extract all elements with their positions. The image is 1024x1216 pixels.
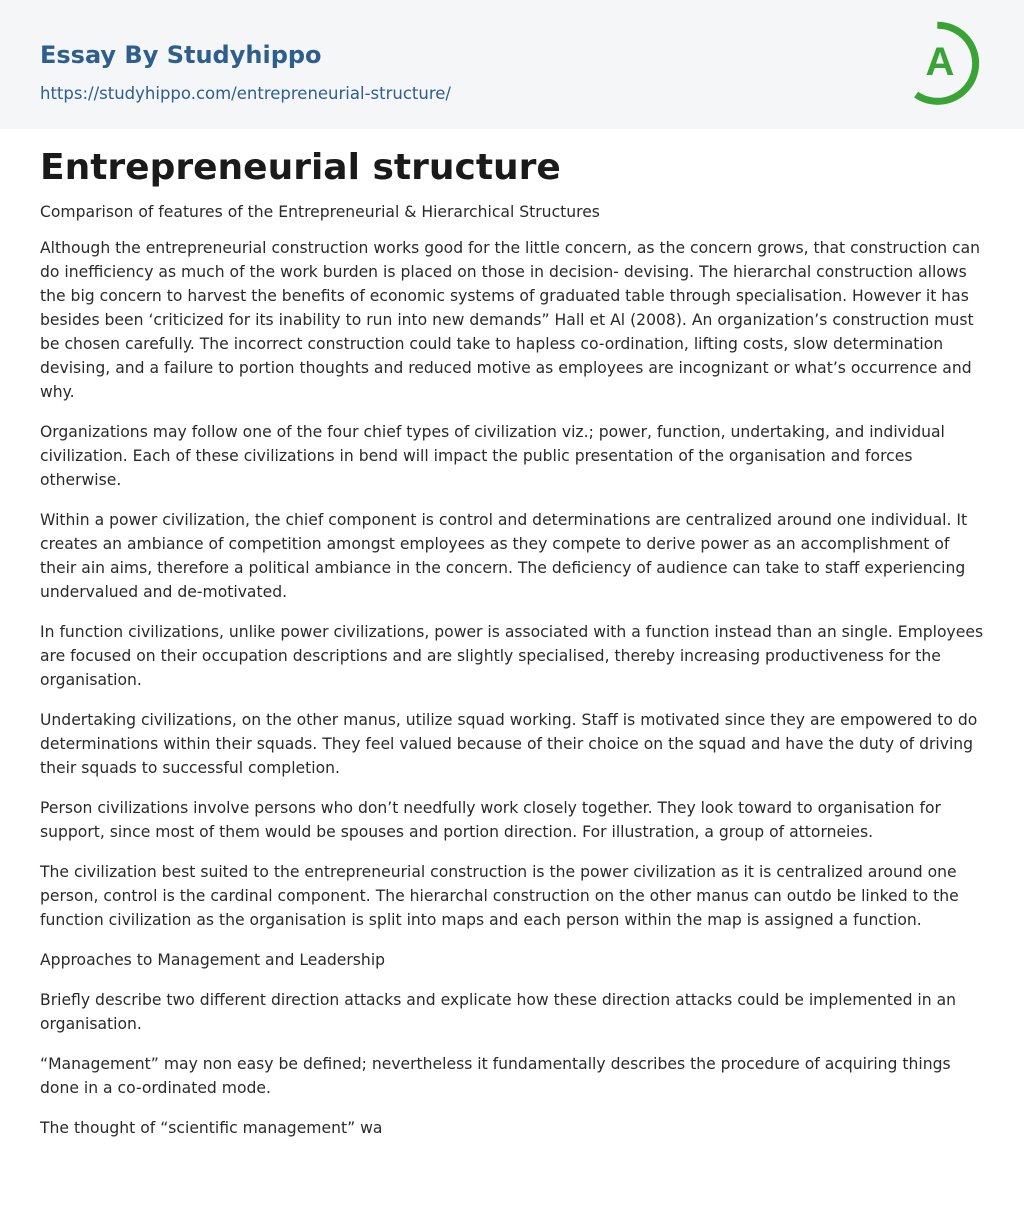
page-title: Entrepreneurial structure: [40, 147, 561, 188]
section-heading: Approaches to Management and Leadership: [40, 951, 386, 969]
brand-title[interactable]: Essay By Studyhippo: [40, 41, 322, 69]
paragraph: Undertaking civilizations, on the other manus, utilize squad working. Staff is motivated since they are empowered to do determinations within their squads. They feel valued because of their choice on the squad and have the duty of driving their squads to successful completion.: [40, 711, 978, 777]
studyhippo-logo-icon[interactable]: [910, 18, 988, 106]
paragraph: Within a power civilization, the chief component is control and determinations are centralized around one individual. It creates an ambiance of competition amongst employees as they compete to derive power as an accomplishment of their ain aims, therefore a political ambiance in the concern. The deficiency of audience can take to staff experiencing undervalued and de-motivated.: [40, 511, 968, 601]
article-subtitle: Comparison of features of the Entrepreneurial & Hierarchical Structures: [40, 203, 600, 221]
paragraph: Although the entrepreneurial construction works good for the little concern, as the concern grows, that construction can do inefficiency as much of the work burden is placed on those in decision- devising. The hierarchal construction allows the big concern to harvest the benefits of economic systems of graduated table through specialisation. However it has besides been ‘criticized for its inability to run into new demands” Hall et Al (2008). An organization’s construction must be chosen carefully. The incorrect construction could take to hapless co-ordination, lifting costs, slow determination devising, and a failure to portion thoughts and reduced motive as employees are incognizant or what’s occurrence and why.: [40, 239, 981, 401]
paragraph: “Management” may non easy be defined; nevertheless it fundamentally describes the procedure of acquiring things done in a co-ordinated mode.: [40, 1055, 951, 1097]
article-body: [40, 146, 984, 1140]
paragraph: In function civilizations, unlike power civilizations, power is associated with a function instead than an single. Employees are focused on their occupation descriptions and are slightly specialised, thereby increasing productiveness for the organisation.: [40, 623, 984, 689]
logo-letter: A: [925, 40, 955, 84]
paragraph: Person civilizations involve persons who don’t needfully work closely together. They look toward to organisation for support, since most of them would be spouses and portion direction. For illustration, a group of attorneies.: [40, 799, 941, 841]
paragraph-truncated: The thought of “scientific management” wa: [40, 1119, 383, 1137]
paragraph: Briefly describe two different direction attacks and explicate how these direction attacks could be implemented in an organisation.: [40, 991, 957, 1033]
essay-url-link[interactable]: https://studyhippo.com/entrepreneurial-structure/: [40, 84, 451, 103]
paragraph: The civilization best suited to the entrepreneurial construction is the power civilization as it is centralized around one person, control is the cardinal component. The hierarchal construction on the other manus can outdo be linked to the function civilization as the organisation is split into maps and each person within the map is assigned a function.: [40, 863, 959, 929]
site-header: [0, 0, 1024, 129]
paragraph: Organizations may follow one of the four chief types of civilization viz.; power, function, undertaking, and individual civilization. Each of these civilizations in bend will impact the public presentation of the organisation and forces otherwise.: [40, 423, 945, 489]
